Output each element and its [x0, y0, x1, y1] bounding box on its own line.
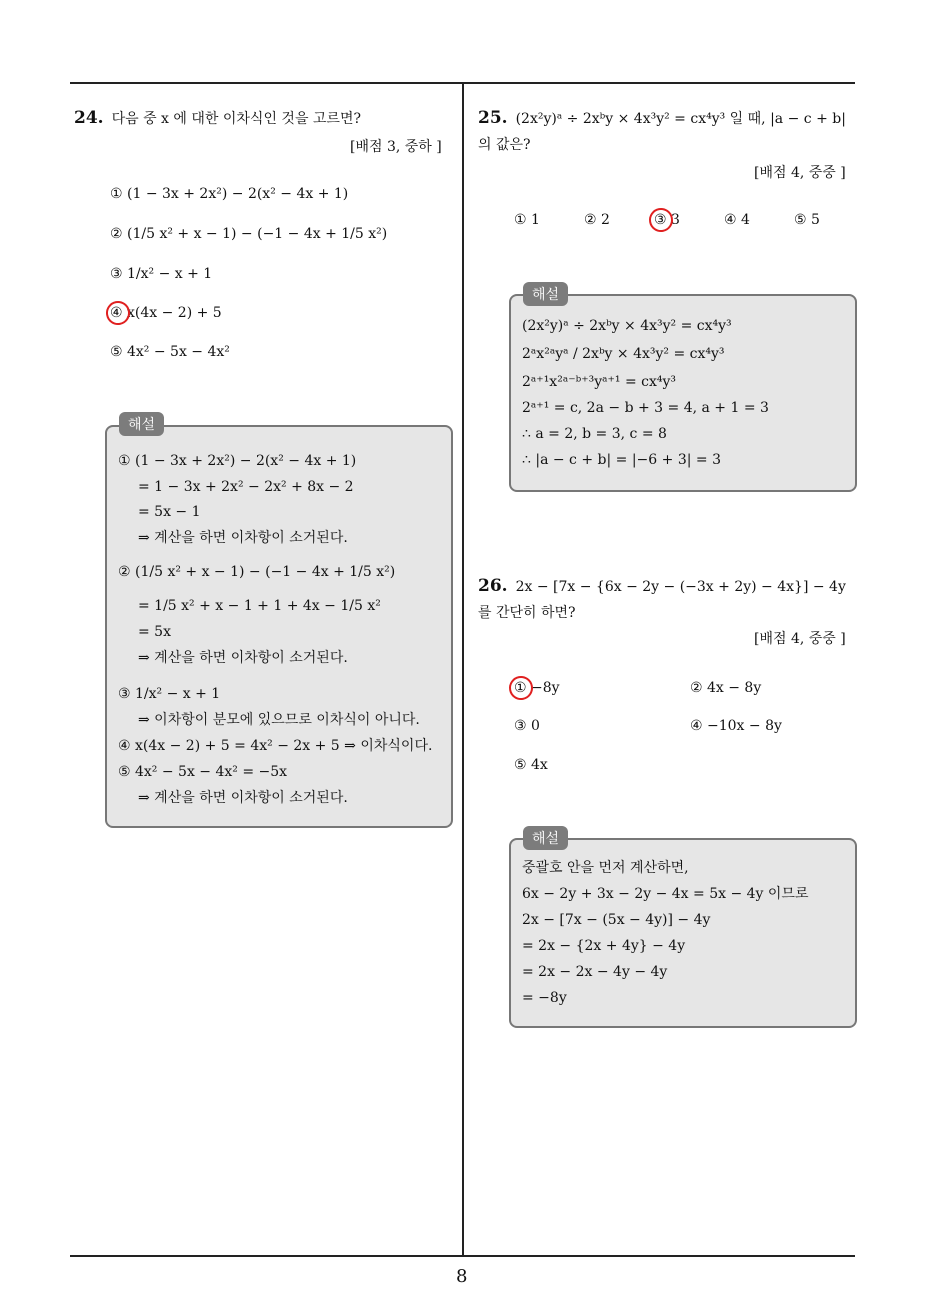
q26-choice-4[interactable]: ④ −10x − 8y	[690, 718, 782, 734]
q24-solution-line-6: = 1/5 x² + x − 1 + 1 + 4x − 1/5 x²	[138, 598, 381, 614]
q26-solution-line-2: 6x − 2y + 3x − 2y − 4x = 5x − 4y 이므로	[522, 886, 809, 902]
q24-solution-line-9: ③ 1/x² − x + 1	[118, 686, 221, 702]
q25-choice-5[interactable]: ⑤ 5	[794, 212, 820, 228]
q25-choice-4[interactable]: ④ 4	[724, 212, 750, 228]
q26-solution-tag: 해설	[523, 826, 568, 850]
q24-solution-line-7: = 5x	[138, 624, 171, 640]
q25-score: [배점 4, 중중 ]	[754, 165, 846, 181]
q25-text: (2x²y)ᵃ ÷ 2xᵇy × 4x³y² = cx⁴y³ 일 때, |a − c + b| 의 값은?	[478, 111, 846, 153]
bottom-rule	[70, 1255, 855, 1257]
q25-solution-line-4: 2ᵃ⁺¹ = c, 2a − b + 3 = 4, a + 1 = 3	[522, 400, 769, 416]
q24-choice-3[interactable]: ③ 1/x² − x + 1	[110, 266, 213, 282]
q26-header	[478, 574, 858, 626]
q24-selected-mark	[104, 299, 132, 327]
q24-solution-line-8: ⇒ 계산을 하면 이차항이 소거된다.	[138, 650, 348, 666]
q24-solution-line-10: ⇒ 이차항이 분모에 있으므로 이차식이 아니다.	[138, 712, 420, 728]
q25-solution-line-6: ∴ |a − c + b| = |−6 + 3| = 3	[522, 452, 721, 468]
q24-number: 24.	[74, 108, 104, 128]
q24-solution-line-11: ④ x(4x − 2) + 5 = 4x² − 2x + 5 ⇒ 이차식이다.	[118, 738, 433, 754]
q24-choice-5[interactable]: ⑤ 4x² − 5x − 4x²	[110, 344, 230, 360]
q26-number: 26.	[478, 576, 508, 596]
q24-solution-line-1: ① (1 − 3x + 2x²) − 2(x² − 4x + 1)	[118, 453, 357, 469]
column-divider	[462, 82, 464, 1257]
q24-choice-4[interactable]: ④ x(4x − 2) + 5	[110, 305, 222, 321]
q25-solution-tag: 해설	[523, 282, 568, 306]
q24-text: 다음 중 x 에 대한 이차식인 것을 고르면?	[111, 111, 361, 127]
q25-solution-line-3: 2ᵃ⁺¹x²ᵃ⁻ᵇ⁺³yᵃ⁺¹ = cx⁴y³	[522, 374, 677, 390]
q24-header	[74, 106, 361, 132]
q25-solution-line-2: 2ᵃx²ᵃyᵃ / 2xᵇy × 4x³y² = cx⁴y³	[522, 346, 725, 362]
q25-choice-2[interactable]: ② 2	[584, 212, 610, 228]
q26-choice-2[interactable]: ② 4x − 8y	[690, 680, 762, 696]
q25-choice-1[interactable]: ① 1	[514, 212, 540, 228]
q24-solution-line-4: ⇒ 계산을 하면 이차항이 소거된다.	[138, 530, 348, 546]
q26-choice-3[interactable]: ③ 0	[514, 718, 540, 734]
q26-solution-line-1: 중괄호 안을 먼저 계산하면,	[522, 860, 689, 876]
q24-choice-2[interactable]: ② (1/5 x² + x − 1) − (−1 − 4x + 1/5 x²)	[110, 226, 388, 242]
q26-choice-1[interactable]: ① −8y	[514, 680, 560, 696]
q26-solution-line-6: = −8y	[522, 990, 567, 1006]
q24-solution-line-2: = 1 − 3x + 2x² − 2x² + 8x − 2	[138, 479, 354, 495]
q26-choice-5[interactable]: ⑤ 4x	[514, 757, 548, 773]
q25-solution-line-1: (2x²y)ᵃ ÷ 2xᵇy × 4x³y² = cx⁴y³	[522, 318, 732, 334]
q25-header	[478, 106, 858, 158]
q25-selected-mark	[647, 206, 675, 234]
q24-solution-line-13: ⇒ 계산을 하면 이차항이 소거된다.	[138, 790, 348, 806]
q25-solution-line-5: ∴ a = 2, b = 3, c = 8	[522, 426, 667, 442]
q24-choice-1[interactable]: ① (1 − 3x + 2x²) − 2(x² − 4x + 1)	[110, 186, 349, 202]
page-number: 8	[456, 1266, 468, 1287]
q25-choice-3[interactable]: ③ 3	[654, 212, 680, 228]
q24-solution-line-12: ⑤ 4x² − 5x − 4x² = −5x	[118, 764, 288, 780]
q25-number: 25.	[478, 108, 508, 128]
q24-solution-line-3: = 5x − 1	[138, 504, 201, 520]
q26-score: [배점 4, 중중 ]	[754, 631, 846, 647]
q24-score: [배점 3, 중하 ]	[350, 139, 442, 155]
q26-solution-line-3: 2x − [7x − (5x − 4y)] − 4y	[522, 912, 711, 928]
q26-solution-line-4: = 2x − {2x + 4y} − 4y	[522, 938, 686, 954]
q26-solution-line-5: = 2x − 2x − 4y − 4y	[522, 964, 668, 980]
q24-solution-line-5: ② (1/5 x² + x − 1) − (−1 − 4x + 1/5 x²)	[118, 564, 396, 580]
q26-selected-mark	[507, 674, 535, 702]
q24-solution-tag: 해설	[119, 412, 164, 436]
q26-text: 2x − [7x − {6x − 2y − (−3x + 2y) − 4x}] − 4y 를 간단히 하면?	[478, 579, 846, 621]
